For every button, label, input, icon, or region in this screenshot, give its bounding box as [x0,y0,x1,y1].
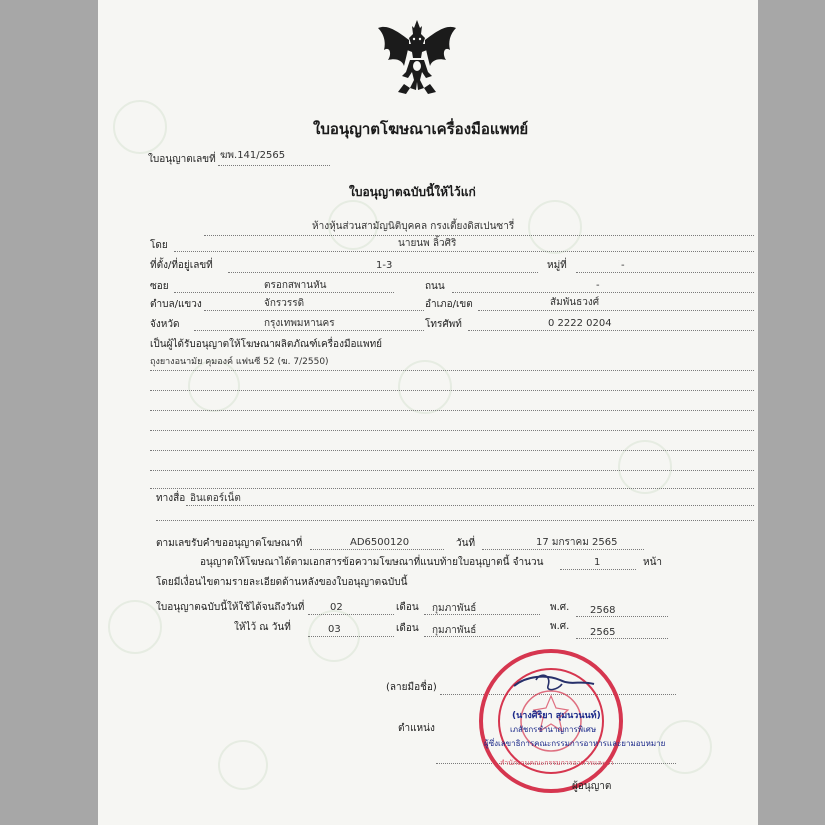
dotted-line [174,251,754,252]
license-no-label: ใบอนุญาตเลขที่ [148,154,216,165]
attach-text: อนุญาตให้โฆษณาได้ตามเอกสารข้อความโฆษณาที่แนบท้ายใบอนุญาตนี้ จำนวน [200,557,544,568]
signer-name: (นางศิริยา สุมนวนนท์) [512,711,601,721]
moo-value: - [621,260,625,271]
valid-year-label: พ.ศ. [550,602,570,613]
dotted-line [156,520,754,521]
phone-value: 0 2222 0204 [548,318,612,329]
dotted-line [308,614,394,615]
dotted-line [576,638,668,639]
dotted-line [468,330,754,331]
dotted-line [150,410,754,411]
watermark-emblem [218,740,268,790]
phone-label: โทรศัพท์ [425,319,462,330]
valid-year: 2568 [590,605,616,616]
soi-value: ตรอกสพานหัน [264,280,327,291]
attach-count: 1 [594,557,601,568]
license-no-value: ฆพ.141/2565 [220,150,286,161]
channel-value: อินเตอร์เน็ต [190,493,241,504]
valid-month: กุมภาพันธ์ [432,603,477,614]
watermark-emblem [398,360,452,414]
issued-month: กุมภาพันธ์ [432,625,477,636]
dotted-line [218,165,330,166]
moo-label: หมู่ที่ [547,260,567,271]
signer-title: เภสัชกรชำนาญการพิเศษ [510,725,597,734]
request-no-label: ตามเลขรับคำขออนุญาตโฆษณาที่ [156,538,303,549]
address-label: ที่ตั้ง/ที่อยู่เลขที่ [150,260,213,271]
dotted-line [452,292,754,293]
license-document [98,0,758,825]
licensor-label: ผู้อนุญาต [572,781,612,792]
address-value: 1-3 [376,260,393,271]
signature-label: (ลายมือชื่อ) [386,682,437,693]
dotted-line [424,614,540,615]
valid-until-label: ใบอนุญาตฉบับนี้ให้ใช้ได้จนถึงวันที่ [156,602,305,613]
by-label: โดย [150,240,168,251]
dotted-line [576,272,754,273]
conditions-text: โดยมีเงื่อนไขตามรายละเอียดด้านหลังของใบอนุญาตฉบับนี้ [156,577,408,588]
subdistrict-label: ตำบล/แขวง [150,299,202,310]
issued-year: 2565 [590,627,616,638]
granted-to-heading: ใบอนุญาตฉบับนี้ให้ไว้แก่ [349,185,476,199]
dotted-line [204,235,754,236]
valid-month-label: เดือน [396,602,419,613]
dotted-line [310,549,444,550]
watermark-emblem [108,600,162,654]
district-label: อำเภอ/เขต [425,299,473,310]
signer-role: ผู้ซึ่งเลขาธิการคณะกรรมการอาหารและยามอบหมาย [484,739,666,748]
dotted-line [186,505,754,506]
road-value: - [596,280,600,291]
valid-day: 02 [330,602,343,613]
dotted-line [150,390,754,391]
road-label: ถนน [425,281,445,292]
dotted-line [150,450,754,451]
issued-label: ให้ไว้ ณ วันที่ [234,622,291,633]
dotted-line [174,292,394,293]
dotted-line [482,549,644,550]
district-value: สัมพันธวงศ์ [550,297,600,308]
watermark-emblem [528,200,582,254]
dotted-line [150,470,754,471]
dotted-line [478,310,754,311]
dotted-line [194,330,424,331]
dotted-line [576,616,668,617]
channel-label: ทางสื่อ [156,493,186,504]
issued-year-label: พ.ศ. [550,621,570,632]
company-name: ห้างหุ้นส่วนสามัญนิติบุคคล กรงเตี้ยงดิสเปนซารี่ [312,221,515,232]
left-margin [0,0,98,825]
dotted-line [150,430,754,431]
province-label: จังหวัด [150,319,180,330]
dotted-line [560,569,636,570]
dotted-line [228,272,538,273]
garuda-emblem-icon [376,14,458,102]
document-title: ใบอนุญาตโฆษณาเครื่องมือแพทย์ [313,120,529,138]
watermark-emblem [188,360,240,412]
issued-month-label: เดือน [396,623,419,634]
dotted-line [150,370,754,371]
dotted-line [150,488,754,489]
watermark-emblem [658,720,712,774]
page-unit: หน้า [643,557,663,568]
dotted-line [308,636,394,637]
province-value: กรุงเทพมหานคร [264,318,335,329]
soi-label: ซอย [150,281,169,292]
request-no-value: AD6500120 [350,537,410,548]
watermark-emblem [618,440,672,494]
official-seal-icon [476,646,626,796]
seal-outer-text: สำนักงานคณะกรรมการอาหารและยา [500,759,614,767]
product-name: ถุงยางอนามัย คุมองค์ แฟนซี 52 (ฆ. 7/2550) [150,357,329,367]
dotted-line [204,310,424,311]
request-date-label: วันที่ [456,538,476,549]
permission-statement: เป็นผู้ได้รับอนุญาตให้โฆษณาผลิตภัณฑ์เครื่องมือแพทย์ [150,339,383,350]
issued-day: 03 [328,624,341,635]
position-label: ตำแหน่ง [398,723,435,734]
subdistrict-value: จักรวรรดิ [264,298,305,309]
right-margin [758,0,825,825]
dotted-line [424,636,540,637]
request-date-value: 17 มกราคม 2565 [536,537,618,548]
watermark-emblem [113,100,167,154]
by-value: นายนพ ลิ้วศิริ [398,238,457,249]
